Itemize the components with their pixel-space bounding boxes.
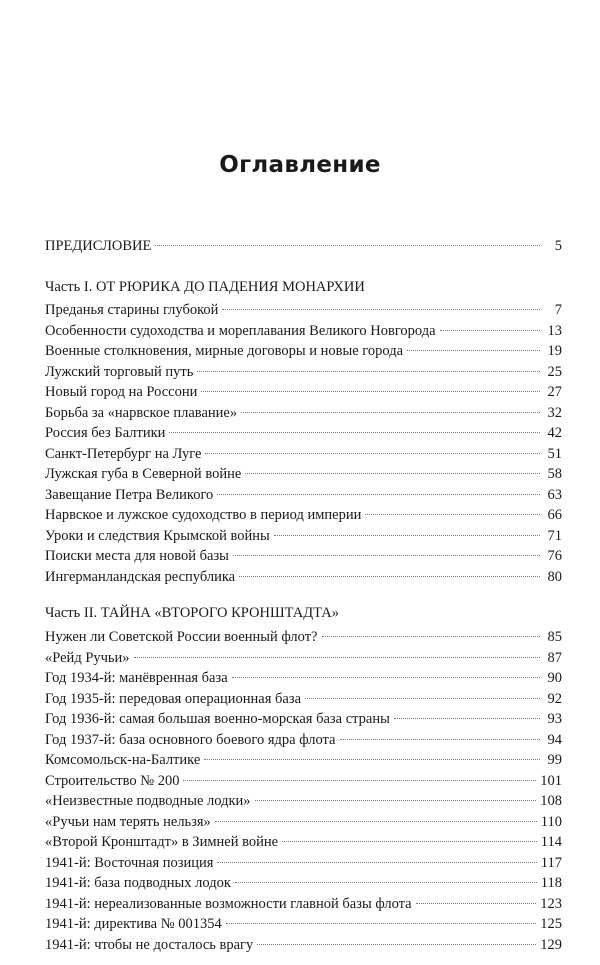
toc-entry <box>45 689 562 709</box>
dot-leader <box>440 329 540 331</box>
part-heading: Часть II. ТАЙНА «ВТОРОГО КРОНШТАДТА» <box>45 605 339 621</box>
dot-leader <box>201 390 540 392</box>
toc-entry-title: Преданья старины глубокой <box>45 302 219 318</box>
dot-leader <box>235 881 537 883</box>
toc-entry <box>45 485 562 505</box>
toc-entry <box>45 423 562 443</box>
toc-entry-page: 125 <box>540 916 562 932</box>
dot-leader <box>134 656 540 658</box>
toc-entry <box>45 771 562 791</box>
toc-entry-page: 129 <box>540 936 562 953</box>
dot-leader <box>282 840 537 842</box>
toc-entry-title: Санкт-Петербург на Луге <box>45 445 202 462</box>
toc-entry-page: 7 <box>554 302 562 318</box>
toc-entry-page: 80 <box>547 568 562 585</box>
dot-leader <box>217 861 536 863</box>
toc-entry <box>45 832 562 852</box>
toc-entry-title: Россия без Балтики <box>45 425 166 441</box>
toc-entry-page: 5 <box>554 238 562 254</box>
toc-entry-page: 76 <box>547 548 562 564</box>
toc-entry-page: 90 <box>547 670 562 686</box>
dot-leader <box>205 452 540 454</box>
toc-entry <box>45 464 562 484</box>
toc-entry-page: 114 <box>540 834 562 850</box>
toc-entry-page: 87 <box>547 649 562 666</box>
dot-leader <box>274 534 540 536</box>
toc-entry-title: Лужская губа в Северной войне <box>45 466 242 482</box>
toc-entry-title: Нужен ли Советской России военный флот? <box>45 629 318 645</box>
dot-leader <box>241 411 540 413</box>
toc-entry-page: 92 <box>547 690 562 707</box>
dot-leader <box>217 493 540 495</box>
toc-entry-page: 123 <box>540 895 562 912</box>
toc-entry <box>45 730 562 750</box>
page-title: Оглавление <box>219 152 381 178</box>
toc-entry <box>45 853 562 873</box>
toc-entry-title: 1941-й: чтобы не досталось врагу <box>45 936 254 953</box>
dot-leader <box>245 472 540 474</box>
toc-entry-title: Год 1935-й: передовая операционная база <box>45 690 302 707</box>
toc-entry-title: «Ручьи нам терять нельзя» <box>45 813 211 830</box>
dot-leader <box>222 308 540 310</box>
toc-entry-title: Военные столкновения, мирные договоры и новые города <box>45 343 404 359</box>
toc-entry <box>45 321 562 341</box>
toc-entry-title: «Рейд Ручьи» <box>45 649 130 666</box>
dot-leader <box>322 635 541 637</box>
toc-entry <box>45 812 562 832</box>
toc-entry-page: 19 <box>547 343 562 359</box>
toc-entry-page: 63 <box>547 486 562 503</box>
dot-leader <box>183 779 536 781</box>
toc-entry-title: «Неизвестные подводные лодки» <box>45 793 251 809</box>
toc-entry <box>45 526 562 546</box>
toc-entry <box>45 873 562 893</box>
toc-entry-title: Год 1934-й: манёвренная база <box>45 670 228 686</box>
toc-entry-title: Год 1937-й: база основного боевого ядра флота <box>45 731 336 748</box>
toc-entry <box>45 648 562 668</box>
toc-entry <box>45 750 562 770</box>
toc-entry-title: 1941-й: директива № 001354 <box>45 916 222 932</box>
toc-entry <box>45 914 562 934</box>
toc-entry-page: 117 <box>540 854 562 871</box>
toc-entry <box>45 444 562 464</box>
toc-entry <box>45 668 562 688</box>
toc-entry-page: 71 <box>547 527 562 544</box>
dot-leader <box>204 758 540 760</box>
toc-entry-title: Поиски места для новой базы <box>45 548 229 564</box>
part-heading: Часть I. ОТ РЮРИКА ДО ПАДЕНИЯ МОНАРХИИ <box>45 279 365 295</box>
toc-entry <box>45 382 562 402</box>
toc-entry-title: Борьба за «нарвское плавание» <box>45 404 238 421</box>
toc-entry-page: 25 <box>547 363 562 380</box>
toc-entry-title: Комсомольск-на-Балтике <box>45 752 201 768</box>
toc-entry <box>45 300 562 320</box>
toc-entry-page: 32 <box>547 404 562 421</box>
toc-entry-page: 13 <box>547 322 562 339</box>
toc-entry-page: 42 <box>547 425 562 441</box>
toc-entry-title: 1941-й: база подводных лодок <box>45 875 231 891</box>
toc-entry-page: 94 <box>547 731 562 748</box>
toc-entry-page: 108 <box>540 793 562 809</box>
toc-entry-title: Год 1936-й: самая большая военно-морская база страны <box>45 711 390 727</box>
dot-leader <box>257 943 536 945</box>
dot-leader <box>197 370 540 372</box>
toc-entry-title: 1941-й: нереализованные возможности главной базы флота <box>45 895 412 912</box>
toc-entry-page: 118 <box>540 875 562 891</box>
toc-entry-title: ПРЕДИСЛОВИЕ <box>45 238 152 254</box>
toc-entry-preface <box>45 236 562 256</box>
toc-entry <box>45 627 562 647</box>
dot-leader <box>255 799 537 801</box>
dot-leader <box>155 244 540 246</box>
dot-leader <box>416 902 537 904</box>
toc-entry <box>45 935 562 955</box>
toc-entry <box>45 362 562 382</box>
toc-entry-page: 93 <box>547 711 562 727</box>
toc-entry-title: Уроки и следствия Крымской войны <box>45 527 270 544</box>
dot-leader <box>407 349 540 351</box>
toc-entry-title: Ингерманландская республика <box>45 568 236 585</box>
toc-entry-title: Завещание Петра Великого <box>45 486 214 503</box>
toc-entry-page: 58 <box>547 466 562 482</box>
toc-entry <box>45 341 562 361</box>
toc-entry-title: «Второй Кронштадт» в Зимней войне <box>45 834 279 850</box>
toc-entry <box>45 567 562 587</box>
dot-leader <box>226 922 537 924</box>
toc-entry <box>45 709 562 729</box>
toc-entry <box>45 791 562 811</box>
toc-entry <box>45 505 562 525</box>
toc-entry-page: 27 <box>547 384 562 400</box>
toc-entry-page: 110 <box>540 813 562 830</box>
toc-entry-title: Новый город на Россони <box>45 384 198 400</box>
toc-entry-title: 1941-й: Восточная позиция <box>45 854 214 871</box>
toc-entry-page: 101 <box>540 772 562 789</box>
dot-leader <box>233 554 540 556</box>
dot-leader <box>215 820 537 822</box>
toc-entry-page: 99 <box>547 752 562 768</box>
dot-leader <box>394 717 540 719</box>
toc-entry-page: 66 <box>547 507 562 523</box>
toc-entry <box>45 894 562 914</box>
toc-entry <box>45 546 562 566</box>
toc-entry-page: 85 <box>547 629 562 645</box>
dot-leader <box>239 575 540 577</box>
dot-leader <box>232 676 540 678</box>
toc-entry-title: Строительство № 200 <box>45 772 180 789</box>
dot-leader <box>340 738 541 740</box>
dot-leader <box>305 697 540 699</box>
toc-entry-page: 51 <box>547 445 562 462</box>
dot-leader <box>365 513 540 515</box>
toc-entry <box>45 403 562 423</box>
dot-leader <box>169 431 540 433</box>
toc-entry-title: Лужский торговый путь <box>45 363 194 380</box>
toc-entry-title: Нарвское и лужское судоходство в период империи <box>45 507 362 523</box>
toc-entry-title: Особенности судоходства и мореплавания Великого Новгорода <box>45 322 436 339</box>
